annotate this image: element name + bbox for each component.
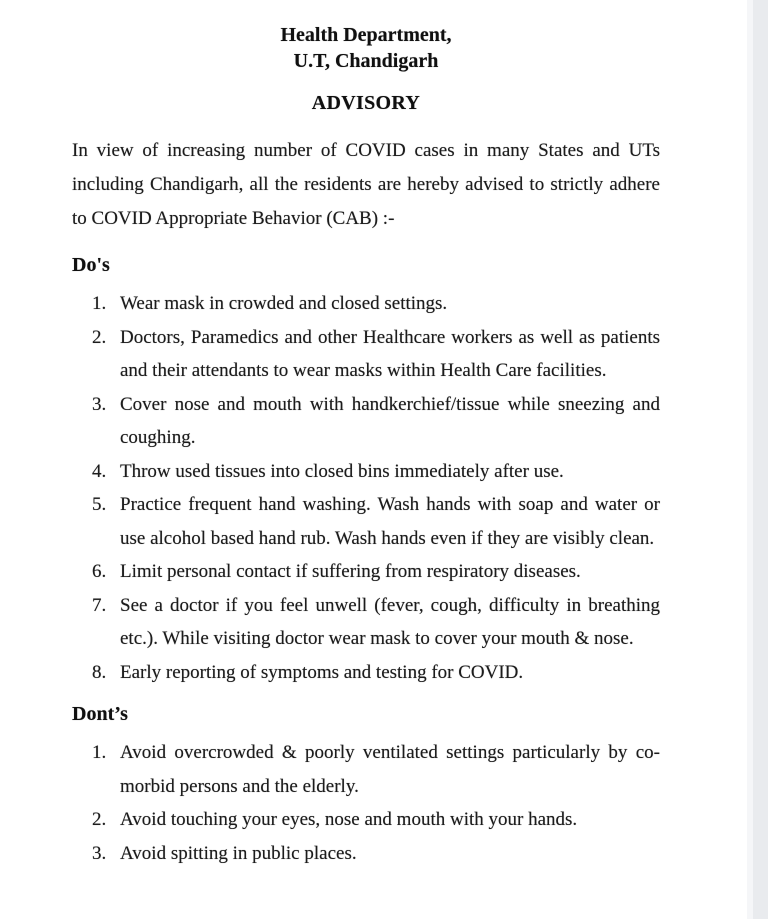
list-item bbox=[92, 488, 660, 555]
document-title: ADVISORY bbox=[311, 92, 421, 114]
list-item bbox=[92, 656, 660, 690]
page-edge-shadow-outer bbox=[753, 0, 768, 919]
list-item bbox=[92, 837, 660, 871]
list-item bbox=[92, 321, 660, 388]
org-name-line2: U.T, Chandigarh bbox=[293, 50, 439, 72]
list-item bbox=[92, 455, 660, 489]
donts-list bbox=[72, 736, 660, 870]
item-text: Doctors, Paramedics and other Healthcare workers as well as patients and their attendants to wear masks within Health Care facilities. bbox=[120, 326, 660, 381]
item-text: Cover nose and mouth with handkerchief/tissue while sneezing and coughing. bbox=[120, 393, 660, 448]
item-number: 5. bbox=[92, 494, 107, 515]
item-text: Throw used tissues into closed bins immediately after use. bbox=[120, 460, 564, 482]
dos-heading: Do's bbox=[72, 254, 110, 276]
item-text: Early reporting of symptoms and testing for COVID. bbox=[120, 661, 524, 683]
item-number: 1. bbox=[92, 742, 107, 763]
donts-heading: Dont’s bbox=[72, 703, 128, 725]
item-number: 3. bbox=[92, 393, 107, 415]
item-number: 1. bbox=[92, 293, 107, 314]
donts-section bbox=[72, 701, 660, 870]
item-text: Avoid overcrowded & poorly ventilated settings particularly by co-morbid persons and the elderly. bbox=[120, 742, 660, 797]
org-name-line1: Health Department, bbox=[280, 24, 452, 46]
item-text: See a doctor if you feel unwell (fever, cough, difficulty in breathing etc.). While visiting doctor wear mask to cover your mouth & nose. bbox=[120, 594, 660, 649]
item-number: 4. bbox=[92, 460, 107, 482]
item-text: Limit personal contact if suffering from respiratory diseases. bbox=[120, 561, 581, 582]
document-page bbox=[72, 0, 660, 870]
intro-paragraph: In view of increasing number of COVID cases in many States and UTs including Chandigarh, all the residents are hereby advised to strictly adhere to COVID Appropriate Behavior (CAB) :- bbox=[72, 140, 660, 229]
list-item bbox=[92, 803, 660, 837]
item-text: Avoid touching your eyes, nose and mouth with your hands. bbox=[120, 809, 578, 830]
list-item bbox=[92, 736, 660, 803]
dos-list bbox=[72, 287, 660, 689]
item-number: 7. bbox=[92, 594, 107, 616]
item-text: Avoid spitting in public places. bbox=[120, 842, 357, 864]
list-item bbox=[92, 555, 660, 589]
item-number: 6. bbox=[92, 561, 107, 582]
list-item bbox=[92, 388, 660, 455]
document-header bbox=[72, 22, 660, 74]
list-item bbox=[92, 589, 660, 656]
item-number: 2. bbox=[92, 326, 107, 348]
item-text: Practice frequent hand washing. Wash hands with soap and water or use alcohol based hand rub. Wash hands even if they are visibly clean. bbox=[120, 494, 660, 549]
item-number: 8. bbox=[92, 661, 107, 683]
item-number: 2. bbox=[92, 809, 107, 830]
item-text: Wear mask in crowded and closed settings. bbox=[120, 293, 448, 314]
list-item bbox=[92, 287, 660, 321]
item-number: 3. bbox=[92, 842, 107, 864]
